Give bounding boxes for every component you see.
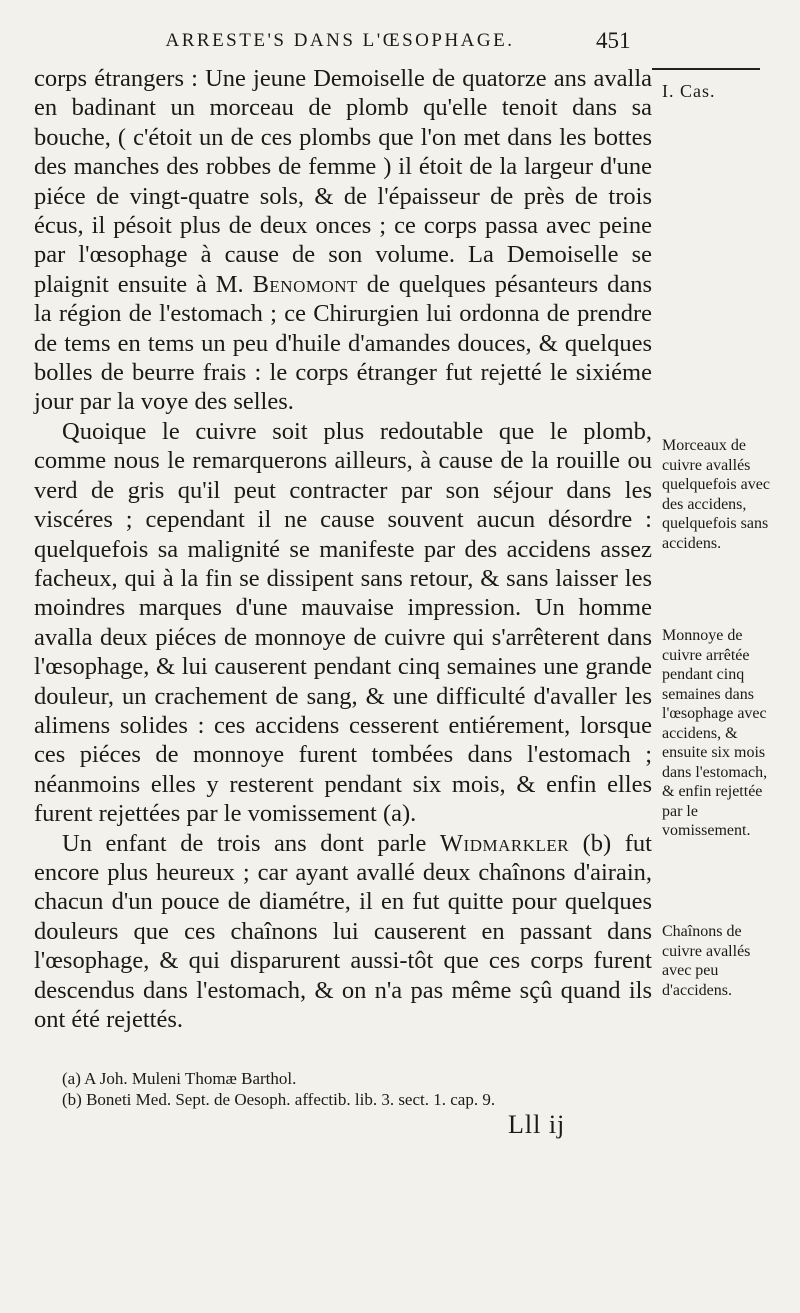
footnote-a: (a) A Joh. Muleni Thomæ Barthol. [62,1069,297,1088]
running-title: ARRESTE'S DANS L'ŒSOPHAGE. [165,30,515,51]
paragraph-3-start: Un enfant de trois ans dont parle [62,829,440,857]
paragraph-2: Quoique le cuivre soit plus redoutable que le plomb, comme nous le remarquerons ailleurs, à cause de la rouille ou verd de gris qu'il peut contracter par son séjour dans les viscéres ; cependant il ne cause souvent aucun désordre : quelquefois sa malignité se manifeste par des accidens assez facheux, qui à la fin se dissipent sans retour, & sans laisser les moindres marques d'une mauvaise impression. Un homme avalla deux piéces de monnoye de cuivre qui s'arrêterent dans l'œsophage, & lui causerent pendant cinq semaines une grande douleur, un crachement de sang, & une difficulté d'avaller les alimens solides : ces accidens cesserent entiérement, lorsque ces piéces de monnoye furent tombées dans l'estomach ; néanmoins elles y resterent pendant six mois, & enfin elles furent rejettées par le vomissement (a). [34,417,652,828]
paragraph-1 [34,64,652,417]
author-name: Widmarkler [439,829,570,857]
paragraph-3 [34,829,652,1035]
margin-note-case: I. Cas. [662,81,716,101]
margin-rule [652,68,760,70]
footnote-b: (b) Boneti Med. Sept. de Oesoph. affectib. lib. 3. sect. 1. cap. 9. [62,1090,496,1109]
margin-note-copper-coin: Monnoye de cuivre arrêtée pendant cinq semaines dans l'œsophage avec accidens, & ensuite six mois dans l'estomach, & enfin rejettée par le vomissement. [662,627,768,839]
page-number: 451 [596,28,631,53]
paragraph-3-rest: (b) fut encore plus heureux ; car ayant avallé deux chaînons d'airain, chacun d'un pouce de diamétre, il en fut quitte pour quelques douleurs que ces chaînons lui causerent en passant dans l'œsophage, & qui disparurent aussi-tôt que ces corps furent descendus dans l'estomach, & on n'a pas même sçû quand ils ont été rejettés. [34,829,652,1033]
paragraph-1-text: corps étrangers : Une jeune Demoiselle de quatorze ans avalla en badinant un morceau de plomb qu'elle tenoit dans sa bouche, ( c'étoit un de ces plombs que l'on met dans les bottes des manches des robbes de femme ) il étoit de la largeur d'une piéce de vingt-quatre sols, & de l'épaisseur de près de trois écus, il pésoit plus de deux onces ; ce corps passa avec peine par l'œsophage à cause de son volume. La Demoiselle se plaignit ensuite à M. [34,65,652,298]
signature-mark: Lll ij [508,1110,566,1139]
footnotes [62,1068,662,1110]
main-text [34,64,652,1034]
surgeon-name: Benomont [252,270,358,298]
margin-note-chain-links: Chaînons de cuivre avallés avec peu d'accidens. [662,923,751,999]
paragraph-1-rest: de quelques pésanteurs dans la région de l'estomach ; ce Chirurgien lui ordonna de prendre de tems en tems un peu d'huile d'amandes douces, & quelques bolles de beurre frais : le corps étranger fut rejetté le sixiéme jour par la voye des selles. [34,270,652,416]
margin-note-copper-pieces: Morceaux de cuivre avallés quelquefois avec des accidens, quelquefois sans accidens. [662,437,770,552]
